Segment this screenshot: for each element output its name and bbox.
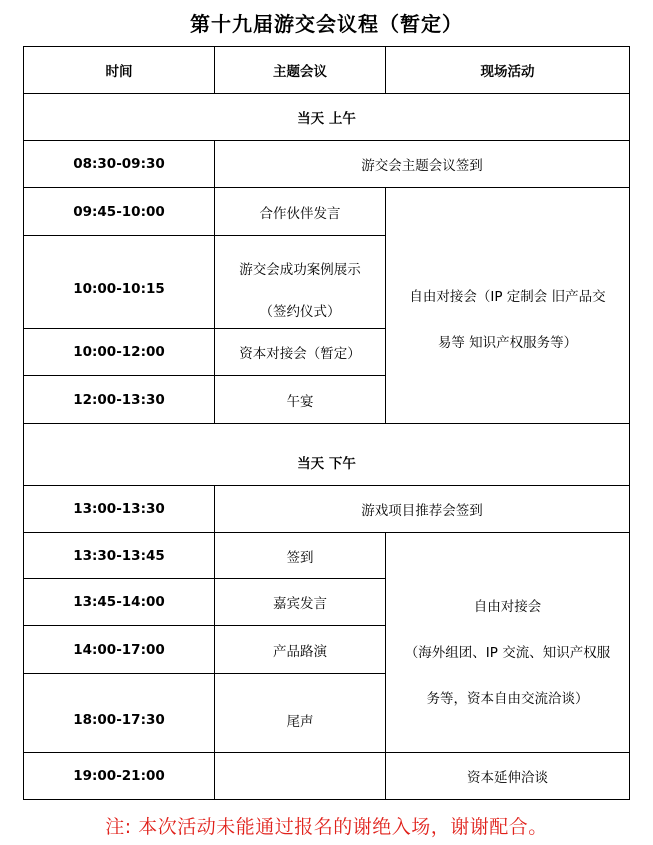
time-cell: 18:00-17:30 bbox=[24, 674, 215, 753]
topic-line: 游交会成功案例展示 bbox=[239, 262, 361, 278]
section-row-morning bbox=[24, 94, 630, 141]
signin-cell: 游交会主题会议签到 bbox=[215, 141, 630, 188]
footer-note: 注: 本次活动未能通过报名的谢绝入场，谢谢配合。 bbox=[105, 816, 548, 838]
site-line: 易等 知识产权服务等） bbox=[437, 334, 578, 351]
time-cell: 08:30-09:30 bbox=[24, 141, 215, 188]
topic-cell: 签到 bbox=[215, 533, 386, 579]
site-line: 务等，资本自由交流洽谈） bbox=[426, 691, 589, 707]
signin-cell: 游戏项目推荐会签到 bbox=[215, 486, 630, 533]
table-row bbox=[24, 486, 630, 533]
section-label-morning: 当天 上午 bbox=[24, 94, 630, 141]
section-label-afternoon: 当天 下午 bbox=[24, 424, 630, 486]
topic-cell-empty bbox=[215, 753, 386, 800]
table-row bbox=[24, 533, 630, 579]
time-cell: 19:00-21:00 bbox=[24, 753, 215, 800]
time-cell: 10:00-12:00 bbox=[24, 329, 215, 376]
time-cell: 09:45-10:00 bbox=[24, 188, 215, 236]
time-cell: 13:30-13:45 bbox=[24, 533, 215, 579]
table-row bbox=[24, 753, 630, 800]
page-title: 第十九届游交会议程（暂定） bbox=[190, 12, 463, 36]
time-cell: 14:00-17:00 bbox=[24, 626, 215, 674]
time-cell: 13:45-14:00 bbox=[24, 579, 215, 626]
site-cell-morning bbox=[386, 188, 630, 424]
topic-cell: 合作伙伴发言 bbox=[215, 188, 386, 236]
table-row bbox=[24, 141, 630, 188]
topic-cell: 午宴 bbox=[215, 376, 386, 424]
header-time: 时间 bbox=[24, 47, 215, 94]
topic-cell bbox=[215, 236, 386, 329]
site-line: （海外组团、IP 交流、知识产权服 bbox=[404, 645, 611, 661]
header-row bbox=[24, 47, 630, 94]
header-site: 现场活动 bbox=[386, 47, 630, 94]
time-cell: 13:00-13:30 bbox=[24, 486, 215, 533]
site-cell-evening: 资本延伸洽谈 bbox=[386, 753, 630, 800]
topic-cell: 资本对接会（暂定） bbox=[215, 329, 386, 376]
table-row bbox=[24, 188, 630, 236]
agenda-table bbox=[23, 46, 630, 800]
site-line: 自由对接会 bbox=[473, 599, 542, 615]
topic-line: （签约仪式） bbox=[259, 304, 341, 320]
site-cell-afternoon bbox=[386, 533, 630, 753]
topic-cell: 产品路演 bbox=[215, 626, 386, 674]
section-row-afternoon bbox=[24, 424, 630, 486]
topic-cell: 尾声 bbox=[215, 674, 386, 753]
site-line: 自由对接会（IP 定制会 旧产品交 bbox=[409, 288, 606, 305]
time-cell: 12:00-13:30 bbox=[24, 376, 215, 424]
topic-cell: 嘉宾发言 bbox=[215, 579, 386, 626]
time-cell: 10:00-10:15 bbox=[24, 236, 215, 329]
header-topic: 主题会议 bbox=[215, 47, 386, 94]
